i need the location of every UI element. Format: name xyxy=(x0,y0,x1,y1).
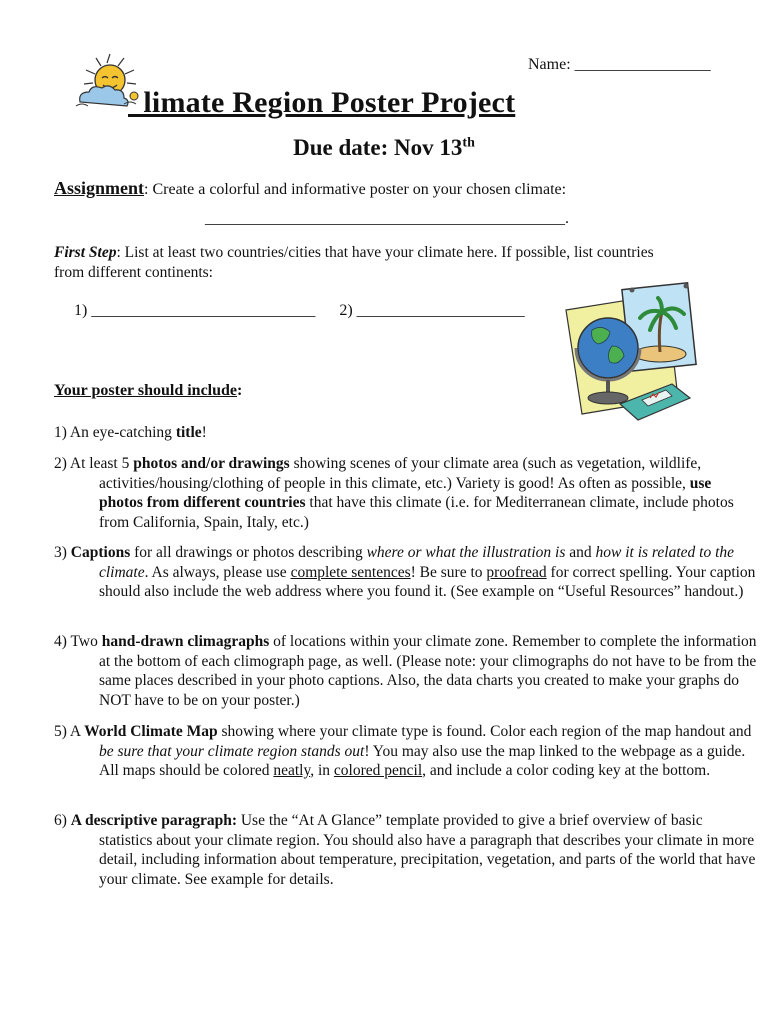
item-text: for all drawings or photos describing xyxy=(130,544,367,561)
item-text: that have this climate (i.e. for Mediterranean climate, include photos from California, Spain, Italy, etc.) xyxy=(99,494,734,531)
item-text: ! Be sure to xyxy=(410,563,487,581)
item-text: , in xyxy=(310,762,334,779)
due-date xyxy=(0,135,768,161)
item-text: 5) A xyxy=(54,723,85,740)
item-underline: proofread xyxy=(486,563,547,581)
item-text: 2) At least 5 xyxy=(54,455,134,472)
include-heading-colon: : xyxy=(237,382,243,399)
include-heading-text: Your poster should include xyxy=(54,382,238,399)
assignment-line xyxy=(54,178,734,199)
item-text: 1) An eye-catching xyxy=(54,424,176,441)
item-bold: Captions xyxy=(70,544,131,561)
item-bold: title xyxy=(175,424,202,441)
include-heading xyxy=(54,382,242,400)
item-bold: hand-drawn climagraphs xyxy=(101,633,270,650)
item-bold: photos and/or drawings xyxy=(133,455,290,472)
item-italic: how it is related to the climate xyxy=(99,544,735,581)
item-text: Use the “At A Glance” template provided to give a brief overview of basic statistics about your climate region. You should also have a paragraph that describes your climate in more detail, including information about temperature, precipitation, vegetation, and parts of the world that have your climate. See example for details. xyxy=(99,812,756,888)
country-blank-1: 1) ____________________________ xyxy=(74,302,316,319)
due-date-text: Due date: Nov 13 xyxy=(293,135,463,160)
item-text: 6) xyxy=(54,812,71,829)
item-text: ! You may also use the map linked to the webpage as a guide. All maps should be colored xyxy=(99,742,746,779)
item-text: showing scenes of your climate area (such as vegetation, wildlife, activities/housing/clothing of people in this climate, etc.) Variety is good! As often as possible, xyxy=(99,455,702,492)
item-text: 4) Two xyxy=(54,633,102,650)
item-text: of locations within your climate zone. Remember to complete the information at the bottom of each climograph page, as well. (Please note: your climographs do not have to be from the same places described in your photo captions. Also, the data charts you created to make your graphs do NOT have to be on your poster.) xyxy=(99,633,757,709)
item-italic: be sure that your climate region stands out xyxy=(99,742,365,760)
first-step-label: First Step xyxy=(54,244,117,261)
first-step-paragraph xyxy=(54,243,654,282)
name-field-label: Name: _________________ xyxy=(528,56,711,73)
country-blanks xyxy=(74,302,525,320)
list-item xyxy=(54,632,759,710)
item-bold: use photos from different countries xyxy=(99,474,712,511)
country-blank-2: 2) _____________________ xyxy=(339,302,525,319)
first-step-text: : List at least two countries/cities that have your climate here. If possible, list countries from different continents: xyxy=(54,244,654,281)
list-item xyxy=(54,543,759,602)
globe-island-icon xyxy=(562,280,700,426)
list-item xyxy=(54,454,759,532)
item-bold: A descriptive paragraph: xyxy=(70,812,237,829)
item-text: , and include a color coding key at the bottom. xyxy=(422,762,711,779)
due-date-suffix: th xyxy=(462,135,475,151)
item-text: showing where your climate type is found. Color each region of the map handout and xyxy=(217,723,752,740)
item-text: ! xyxy=(201,424,207,441)
item-text: . As always, please use xyxy=(144,563,291,581)
list-item xyxy=(54,811,759,889)
item-underline: colored pencil xyxy=(333,762,423,779)
item-text: and xyxy=(565,544,596,561)
assignment-label: Assignment xyxy=(54,178,145,198)
item-underline: neatly xyxy=(273,762,311,779)
item-italic: where or what the illustration is xyxy=(366,544,566,561)
climate-blank-line: _____________________________________________. xyxy=(205,210,569,227)
list-item xyxy=(54,722,759,781)
item-underline: complete sentences xyxy=(290,563,411,581)
assignment-text: : Create a colorful and informative poster on your chosen climate: xyxy=(144,181,567,198)
item-text: 3) xyxy=(54,544,71,561)
item-text: for correct spelling. Your caption should also include the web address where you found it. (See example on “Useful Resources” handout.) xyxy=(99,563,756,600)
list-item xyxy=(54,423,759,443)
page-title: limate Region Poster Project xyxy=(128,86,516,119)
item-bold: World Climate Map xyxy=(84,723,218,740)
